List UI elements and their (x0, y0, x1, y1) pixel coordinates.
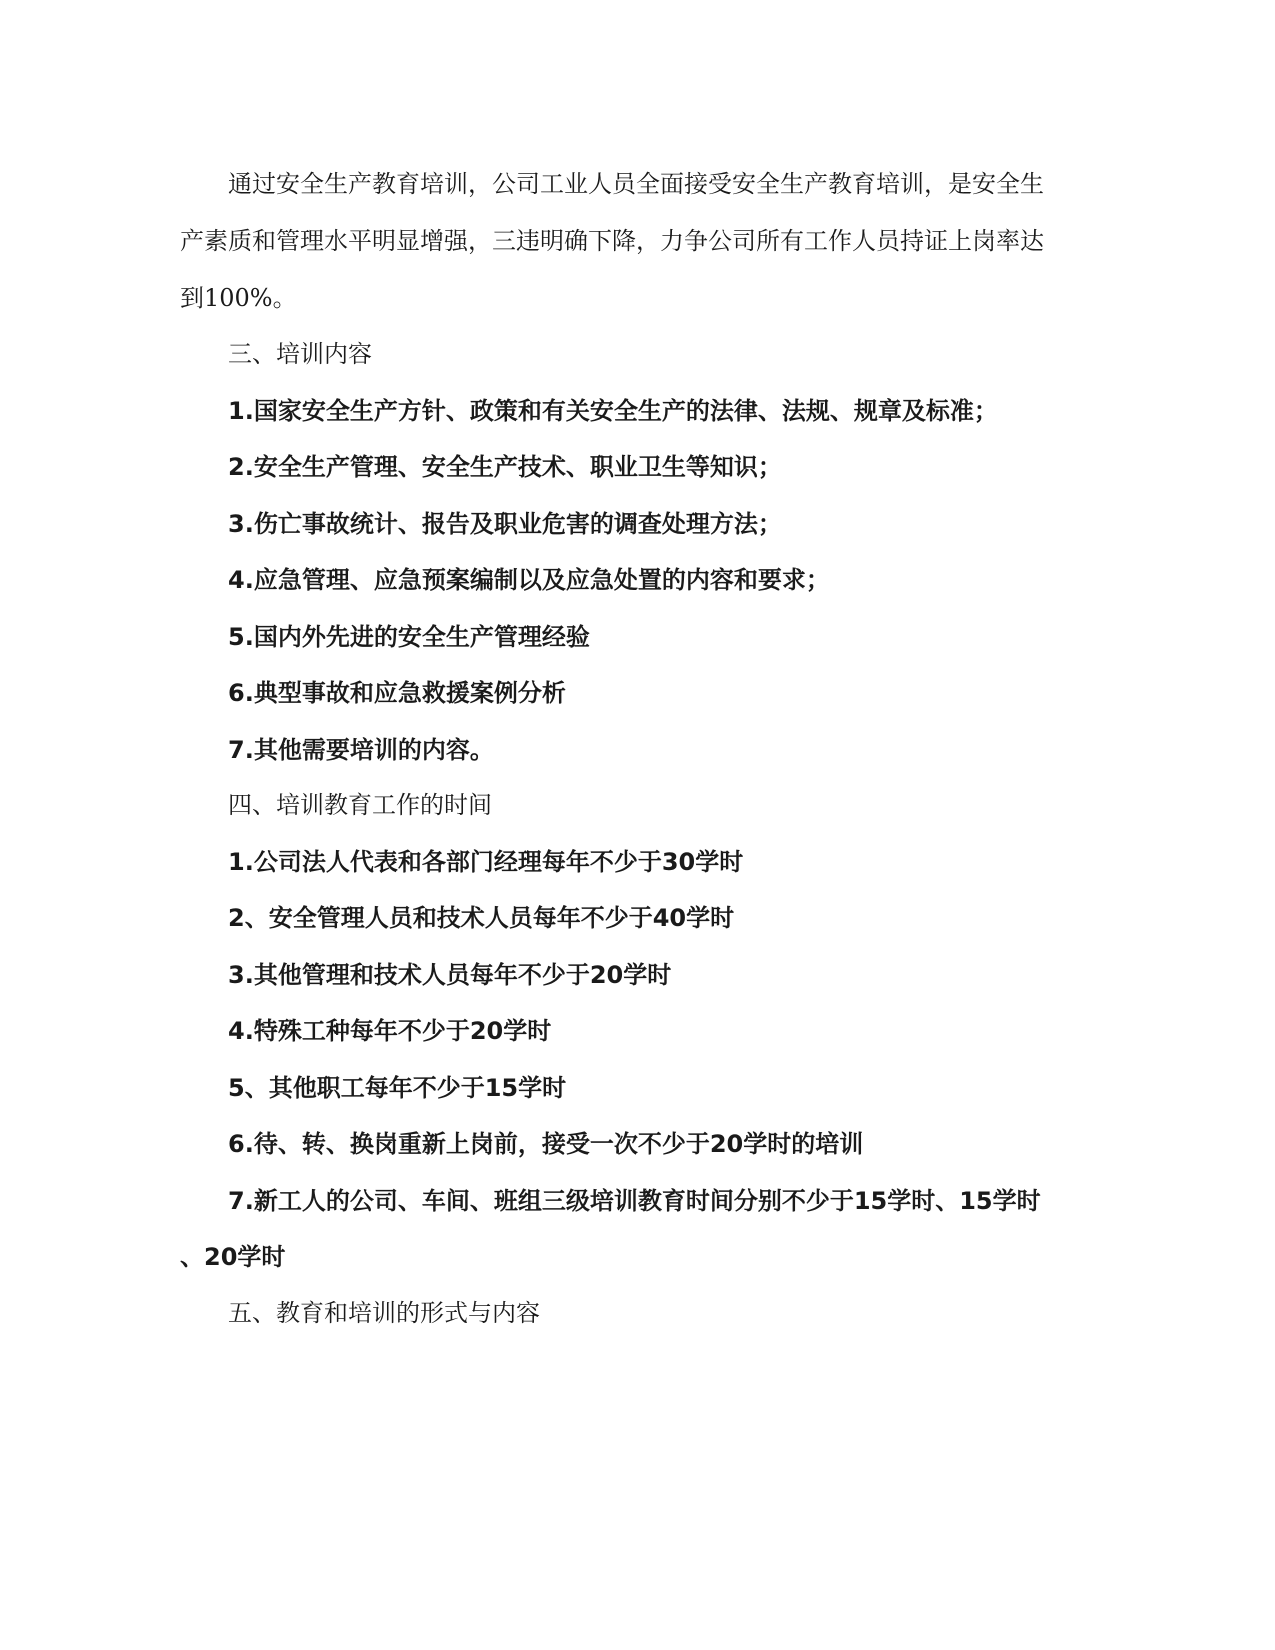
section-4-item-7-line-1: 7.新工人的公司、车间、班组三级培训教育时间分别不少于15学时、15学时 (228, 1187, 1041, 1215)
section-3-heading: 三、培训内容 (228, 340, 372, 368)
section-3-item-5: 5.国内外先进的安全生产管理经验 (228, 623, 590, 651)
section-5-heading: 五、教育和培训的形式与内容 (228, 1299, 540, 1327)
section-4-item-5: 5、其他职工每年不少于15学时 (228, 1074, 567, 1102)
section-4-heading: 四、培训教育工作的时间 (228, 791, 492, 819)
intro-paragraph-line-3: 到100%。 (180, 284, 297, 312)
intro-paragraph-line-2: 产素质和管理水平明显增强，三违明确下降，力争公司所有工作人员持证上岗率达 (180, 227, 1044, 255)
section-3-item-1: 1.国家安全生产方针、政策和有关安全生产的法律、法规、规章及标准； (228, 397, 998, 425)
section-4-item-3: 3.其他管理和技术人员每年不少于20学时 (228, 961, 672, 989)
section-3-item-7: 7.其他需要培训的内容。 (228, 736, 494, 764)
section-3-item-4: 4.应急管理、应急预案编制以及应急处置的内容和要求； (228, 566, 830, 594)
section-3-item-6: 6.典型事故和应急救援案例分析 (228, 679, 566, 707)
section-4-item-6: 6.待、转、换岗重新上岗前，接受一次不少于20学时的培训 (228, 1130, 864, 1158)
section-3-item-2: 2.安全生产管理、安全生产技术、职业卫生等知识； (228, 453, 782, 481)
section-4-item-1: 1.公司法人代表和各部门经理每年不少于30学时 (228, 848, 744, 876)
section-4-item-2: 2、安全管理人员和技术人员每年不少于40学时 (228, 904, 735, 932)
section-4-item-4: 4.特殊工种每年不少于20学时 (228, 1017, 552, 1045)
intro-paragraph-line-1: 通过安全生产教育培训，公司工业人员全面接受安全生产教育培训，是安全生 (228, 170, 1044, 198)
section-4-item-7-line-2: 、20学时 (180, 1243, 286, 1271)
section-3-item-3: 3.伤亡事故统计、报告及职业危害的调查处理方法； (228, 510, 782, 538)
